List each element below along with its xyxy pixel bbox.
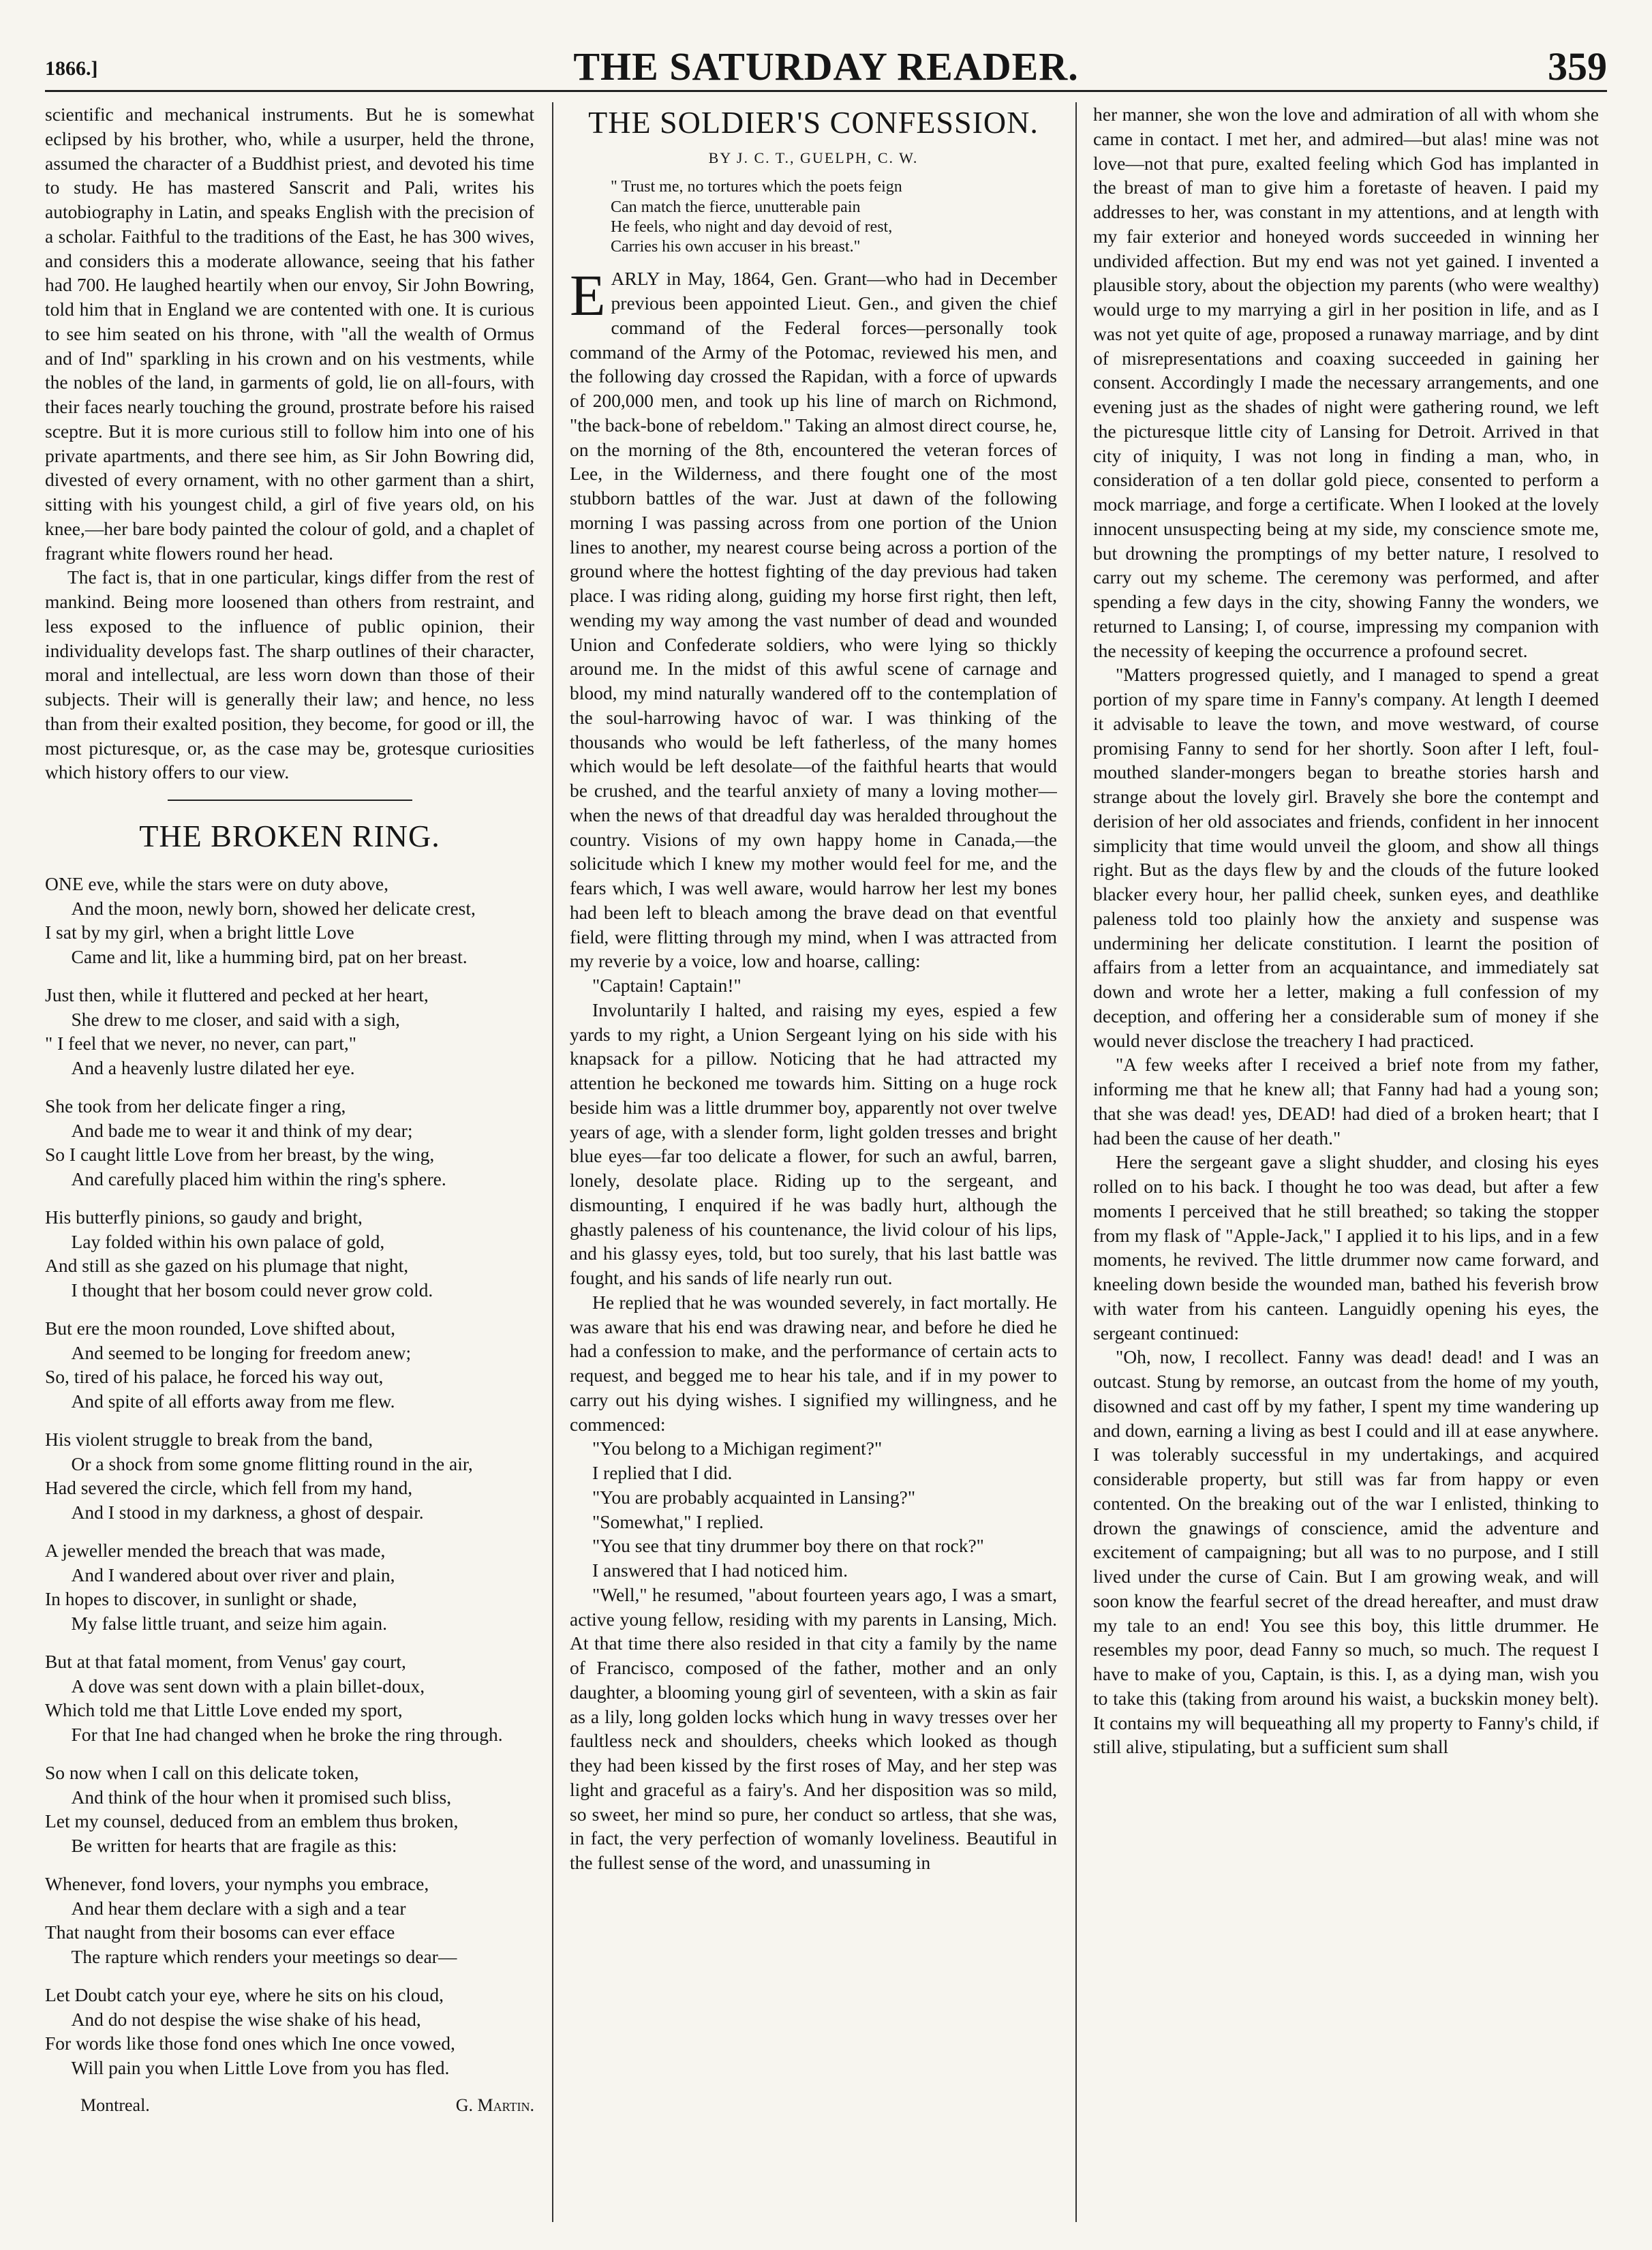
section-divider [168, 800, 412, 801]
story-paragraph: "A few weeks after I received a brief note from my father, informing me that he knew all; that Fanny had had a young son; that she was dead! yes, DEAD! had died of a broken heart; that I had been the cause of her death." [1093, 1054, 1599, 1149]
poem-line: So now when I call on this delicate token, [45, 1761, 359, 1783]
poem-line: And seemed to be longing for freedom anew; [71, 1341, 412, 1363]
poem-line: And the moon, newly born, showed her delicate crest, [71, 897, 476, 919]
poem-line: In hopes to discover, in sunlight or shade, [45, 1588, 357, 1610]
story-paragraph: "Matters progressed quietly, and I managed to spend a great portion of my spare time in Fanny's company. At length I deemed it advisable to leave the town, and move westward, of course promising Fanny to send for her shortly. Soon after I left, foul-mouthed slander-mongers began to breathe stories harsh and strange about the lovely girl. Bravely she bore the contempt and derision of her old associates and friends, confident in her innocent simplicity that time would unveil the gloom, and show all things right. But as the days flew by and the clouds of the future looked blacker every hour, her pallid cheek, sunken eyes, and deathlike paleness told too plainly how the anxiety and suspense was undermining her delicate constitution. I learnt the position of affairs from a letter from an acquaintance, and immediately sat down and wrote her a letter, making a full confession of my deception, and offering her a considerable sum of money if she would never disclose the treachery I had practiced. [1093, 664, 1599, 1051]
story-paragraph: "You are probably acquainted in Lansing?" [592, 1486, 916, 1508]
story-paragraph: Here the sergeant gave a slight shudder, and closing his eyes rolled on to his back. I thought he too was dead, but after a few moments I perceived that he still breathed; so taking the stopper from my flask of "Apple-Jack," I applied it to his lips, and in a few moments, he revived. The little drummer now came forward, and kneeling down beside the wounded man, bathed his feverish brow with water from his canteen. Languidly opening his eyes, the sergeant continued: [1093, 1151, 1599, 1343]
poem-stanza [45, 1650, 534, 1747]
poem-line: So I caught little Love from her breast, by the wing, [45, 1144, 435, 1166]
story-paragraph: I answered that I had noticed him. [592, 1560, 848, 1581]
poem-line: And think of the hour when it promised such bliss, [71, 1786, 452, 1808]
poem-line: Will pain you when Little Love from you has fled. [71, 2057, 450, 2079]
poem-line: My false little truant, and seize him again. [71, 1613, 388, 1635]
poem-line: ONE eve, while the stars were on duty above, [45, 872, 389, 894]
poem-stanza [45, 1205, 534, 1303]
story-paragraph: Involuntarily I halted, and raising my eyes, espied a few yards to my right, a Union Sergeant lying on his side with his knapsack for a pillow. Noticing that he had attracted my attention he beckoned me towards him. Sitting on a huge rock beside him was a little drummer boy, apparently not over twelve years of age, with a slender form, light golden tresses and bright blue eyes—far too delicate a flower, for such an awful, barren, lonely, desolate place. Riding up to the sergeant, and dismounting, I enquired if he was badly hurt, although the ghastly paleness of his countenance, the livid colour of his lips, and his glassy eyes, told, but too surely, that his last battle was fought, and his sands of life nearly run out. [570, 999, 1057, 1289]
poem-stanza [45, 1983, 534, 2080]
story-paragraph: He replied that he was wounded severely, in fact mortally. He was aware that his end was drawing near, and before he died he had a confession to make, and the performance of certain acts to request, and begged me to hear his tale, and if in my power to carry out his dying wishes. I signified my willingness, and he commenced: [570, 1291, 1057, 1435]
poem-line: Be written for hearts that are fragile as this: [71, 1835, 397, 1857]
poem-stanza [45, 1872, 534, 1969]
poem-place: Montreal. [80, 2095, 150, 2115]
poem-author: G. Martin. [455, 2095, 534, 2115]
poem-line: That naught from their bosoms can ever efface [45, 1921, 395, 1943]
poem-line: And spite of all efforts away from me flew. [71, 1390, 395, 1412]
poem-line: For words like those fond ones which Ine once vowed, [45, 2033, 455, 2054]
poem-line: Let my counsel, deduced from an emblem thus broken, [45, 1810, 459, 1832]
article-continuation-paragraph: scientific and mechanical instruments. But he is somewhat eclipsed by his brother, who, while a usurper, held the throne, assumed the character of a Buddhist priest, and devoted his time to study. He has mastered Sanscrit and Pali, writes his autobiography in Latin, and speaks English with the precision of a scholar. Faithful to the traditions of the East, he has 300 wives, and considers this a moderate allowance, seeing that his father had 700. He laughed heartily when our envoy, Sir John Bowring, told him that in England we are contented with one. It is curious to see him seated on his throne, with "all the wealth of Ormus and of Ind" sparkling in his crown and on his vestments, while the nobles of the land, in garments of gold, lie on all-fours, with their faces nearly touching the ground, prostrate before his raised sceptre. But it is more curious still to follow him into one of his private apartments, and there see him, as Sir John Bowring did, divested of every ornament, with no other garment than a shirt, sitting with his youngest child, a girl of five years old, on his knee,—her bare body painted the colour of gold, and a chaplet of fragrant white flowers round her head. [45, 104, 534, 564]
story-byline: BY J. C. T., GUELPH, C. W. [708, 149, 919, 166]
epigraph-line: " Trust me, no tortures which the poets feign [611, 178, 902, 196]
poem-line: Which told me that Little Love ended my sport, [45, 1699, 403, 1721]
epigraph-line: He feels, who night and day devoid of rest, [611, 217, 893, 236]
header-rule [45, 90, 1607, 92]
poem-stanza [45, 1094, 534, 1191]
story-paragraph [570, 262, 1057, 973]
poem-line: Had severed the circle, which fell from my hand, [45, 1477, 413, 1499]
story-paragraph: "Captain! Captain!" [592, 975, 741, 997]
poem-line: " I feel that we never, no never, can part," [45, 1033, 356, 1054]
poem-line: And I wandered about over river and plain, [71, 1564, 395, 1585]
poem-line: Whenever, fond lovers, your nymphs you embrace, [45, 1872, 429, 1894]
poem-stanza [45, 1538, 534, 1636]
poem-line: Came and lit, like a humming bird, pat on her breast. [71, 946, 468, 968]
poem-signoff [45, 2094, 534, 2117]
story-paragraph: I replied that I did. [592, 1462, 733, 1484]
poem-line: And I stood in my darkness, a ghost of despair. [71, 1502, 424, 1523]
article-continuation-paragraph: The fact is, that in one particular, kings differ from the rest of mankind. Being more loosened than others from restraint, and less exposed to the influence of public opinion, their individuality develops fast. The sharp outlines of their character, moral and intellectual, are less worn down than those of their subjects. Their will is generally their law; and hence, no less than from their exalted position, they become, for good or ill, the most picturesque, or, as the case may be, grotesque curiosities which history offers to our view. [45, 566, 534, 783]
poem-line: I thought that her bosom could never grow cold. [71, 1279, 433, 1301]
story-paragraph: "You belong to a Michigan regiment?" [592, 1438, 883, 1459]
poem-line: She took from her delicate finger a ring, [45, 1095, 346, 1116]
column-2 [570, 102, 1057, 2222]
poem-stanza [45, 872, 534, 969]
poem-line: Lay folded within his own palace of gold, [71, 1230, 385, 1252]
poem-line: And carefully placed him within the ring's sphere. [71, 1168, 446, 1190]
story-paragraph: "Oh, now, I recollect. Fanny was dead! dead! and I was an outcast. Stung by remorse, an outcast from the home of my youth, disowned and cast off by my father, I spent my time wandering up and down, earning a living as best I could and ill at ease anywhere. I was tolerably successful in my undertakings, and acquired considerable property, but still was far from happy or even contented. On the breaking out of the war I enlisted, thinking to drown the gnawings of conscience, amid the adventure and excitement of campaigning; but all was to no purpose, and I still lived under the curse of Cain. But I am growing weak, and will soon know the fearful secret of the dread hereafter, and must draw my tale to an end! You see this boy, this little drummer. He resembles my poor, dead Fanny so much, so much. The request I have to make of you, Captain, is this. I, as a dying man, wish you to take this (taking from around his waist, a buckskin money belt). It contains my will bequeathing all my property to Fanny's child, if still alive, stipulating, but a sufficient sum shall [1093, 1346, 1599, 1758]
poem-line: Let Doubt catch your eye, where he sits on his cloud, [45, 1983, 444, 2005]
poem-line: But ere the moon rounded, Love shifted about, [45, 1317, 395, 1339]
story-paragraph: her manner, she won the love and admiration of all with whom she came in contact. I met her, and admired—but alas! mine was not love—not that pure, exalted feeling which God has implanted in the breast of man to give him a foretaste of heaven. I paid my addresses to her, was constant in my attentions, and at length with my fair exterior and honeyed words succeeded in winning her undivided affection. But my end was not yet gained. I invented a plausible story, about the objection my parents (who were wealthy) would urge to my marrying a girl in her position in life, and as I was not yet quite of age, proposed a runaway marriage, and by dint of misrepresentations and coaxing succeeded in gaining her consent. Accordingly I made the necessary arrangements, and one evening just as the shades of night were gathering round, we left the picturesque little city of Lansing for Detroit. Arrived in that city of iniquity, I was not long in finding a man, who, in consideration of a ten dollar gold piece, consented to perform a mock marriage, and forge a certificate. When I looked at the lovely innocent unsuspecting being at my side, my conscience smote me, but drowning the promptings of my better nature, I resolved to carry out my scheme. The ceremony was performed, and after spending a few days in the city, showing Fanny the wonders, we returned to Lansing; I, of course, impressing my companion with the necessity of keeping the occurrence a profound secret. [1093, 104, 1599, 661]
story-paragraph: "Somewhat," I replied. [592, 1510, 764, 1532]
poem-line: And do not despise the wise shake of his head, [71, 2008, 421, 2030]
drop-cap: E [570, 262, 606, 329]
story-paragraph: "Well," he resumed, "about fourteen years ago, I was a smart, active young fellow, residing with my parents in Lansing, Mich. At that time there also resided in that city a family by the name of Francisco, composed of the father, mother and an only daughter, a blooming young girl of seventeen, with a skin as fair as a lily, long golden locks which hung in wavy tresses over her faultless neck and shoulders, cheeks which looked as though they had been kissed by the first roses of May, and her step was light and graceful as a fairy's. And her disposition was so mild, so sweet, her mind so pure, her conduct so artless, that she was, in fact, the very perfection of womanly loveliness. Beautiful in the fullest sense of the word, and unassuming in [570, 1583, 1057, 1874]
story-title: THE SOLDIER'S CONFESSION. [588, 105, 1039, 140]
poem-line: I sat by my girl, when a bright little Love [45, 922, 354, 943]
header-year: 1866.] [45, 57, 98, 80]
publication-title: THE SATURDAY READER. [573, 44, 1079, 89]
poem-stanza [45, 1761, 534, 1858]
poem-line: The rapture which renders your meetings so dear— [71, 1946, 457, 1968]
poem-stanza [45, 1316, 534, 1414]
story-paragraph: "You see that tiny drummer boy there on that rock?" [592, 1535, 984, 1557]
poem-line: His violent struggle to break from the band, [45, 1428, 373, 1450]
epigraph-line: Carries his own accuser in his breast." [611, 238, 861, 256]
epigraph-line: Can match the fierce, unutterable pain [611, 198, 861, 216]
column-3 [1093, 102, 1599, 2222]
poem-line: Just then, while it fluttered and pecked at her heart, [45, 984, 429, 1005]
poem-line: She drew to me closer, and said with a sigh, [71, 1008, 400, 1030]
story-epigraph [611, 177, 1057, 257]
poem-line: But at that fatal moment, from Venus' gay court, [45, 1650, 406, 1672]
poem-title: THE BROKEN RING. [139, 819, 440, 853]
poem-line: And hear them declare with a sigh and a tear [71, 1897, 406, 1919]
poem-line: And bade me to wear it and think of my dear; [71, 1119, 413, 1141]
column-rule-1 [552, 102, 553, 2222]
story-paragraph-text: ARLY in May, 1864, Gen. Grant—who had in December previous been appointed Lieut. Gen., and given the chief command of the Federal forces—personally took command of the Army of the Potomac, reviewed his men, and the following day crossed the Rapidan, with a force of upwards of 200,000 men, and took up his line of march on Richmond, "the back-bone of rebeldom." Taking an almost direct course, he, on the morning of the 8th, encountered the veteran forces of Lee, in the Wilderness, and there fought one of the most stubborn battles of the war. Just at dawn of the following morning I was passing across from one portion of the Union lines to another, my nearest course being across a portion of the ground where the hottest fighting of the day previous had taken place. I was riding along, guiding my horse first right, then left, wending my way among the vast number of dead and wounded Union and Confederate soldiers, who were lying so thickly around me. In the midst of this awful scene of carnage and blood, my mind naturally wandered off to the contemplation of the soul-harrowing havoc of war. I was thinking of the thousands who would be left fatherless, of the many homes which would be left desolate—of the faithful hearts that would be crushed, and the tearful anxiety of many a loving mother—when the news of that dreadful day was heralded throughout the country. Visions of my own happy home in Canada,—the solicitude which I knew my mother would feel for me, and the fears which, I was well aware, would harrow her lest my bones had been left to bleach among the brave dead on that eventful field, were flitting through my mind, when I was attracted from my reverie by a voice, low and hoarse, calling: [570, 268, 1057, 972]
poem-line: Or a shock from some gnome flitting round in the air, [71, 1453, 473, 1474]
poem-stanza [45, 1427, 534, 1525]
poem-line: A jeweller mended the breach that was made, [45, 1539, 386, 1561]
column-1 [45, 102, 534, 2222]
poem-stanza [45, 983, 534, 1080]
poem-line: And still as she gazed on his plumage that night, [45, 1255, 409, 1277]
poem-line: His butterfly pinions, so gaudy and bright, [45, 1206, 363, 1228]
poem-line: A dove was sent down with a plain billet-doux, [71, 1675, 425, 1697]
poem-line: For that Ine had changed when he broke the ring through. [71, 1724, 503, 1746]
page-header [45, 41, 1607, 89]
column-rule-2 [1075, 102, 1077, 2222]
poem-line: So, tired of his palace, he forced his way out, [45, 1366, 384, 1388]
page-number: 359 [1548, 44, 1607, 89]
poem-line: And a heavenly lustre dilated her eye. [71, 1057, 355, 1079]
